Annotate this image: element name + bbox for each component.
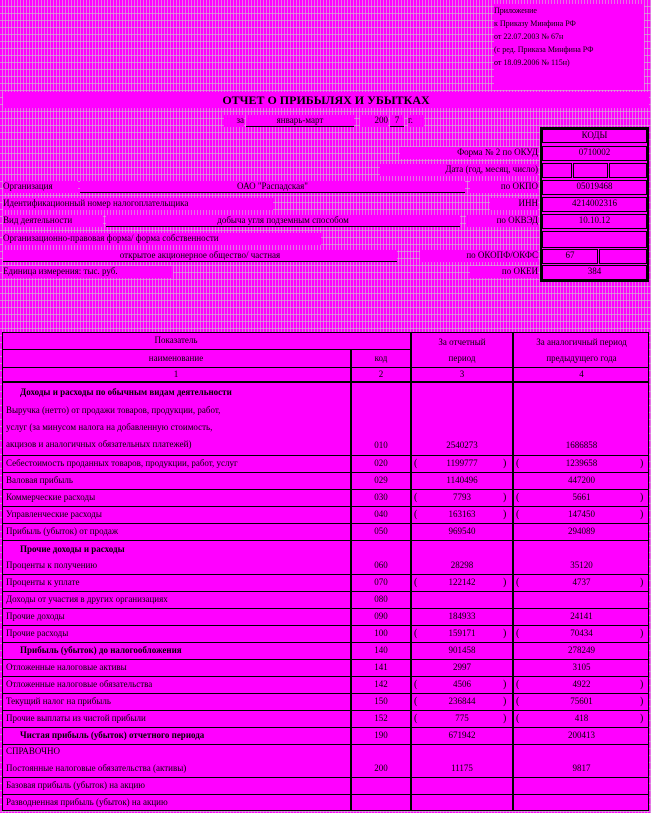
r080-code: 080 — [353, 594, 409, 606]
okved-label: по ОКВЭД — [466, 215, 538, 227]
r030-code: 030 — [353, 492, 409, 504]
r050-prev: 294089 — [516, 526, 647, 538]
r150-current: 236844 — [422, 696, 502, 708]
r190-code: 190 — [353, 730, 409, 742]
unit-label: Единица измерения: тыс. руб. — [3, 266, 173, 278]
r142-name: Отложенные налоговые обязательства — [6, 679, 349, 691]
r010-name-2: услуг (за минусом налога на добавленную стоимость, — [6, 422, 346, 434]
hdr-indicator: Показатель — [3, 335, 349, 347]
r040-current: 163163 — [422, 509, 502, 521]
r060-name: Проценты к получению — [6, 560, 349, 572]
r070-current: 122142 — [422, 577, 502, 589]
inn-label: ИНН — [490, 198, 538, 210]
okfs-value — [599, 249, 647, 264]
r100-prev: 70434 — [524, 628, 639, 640]
r010-prev: 1686858 — [516, 440, 647, 452]
r010-code: 010 — [353, 440, 409, 452]
r141-current: 2997 — [414, 662, 510, 674]
r060-prev: 35120 — [516, 560, 647, 572]
col-num-4: 4 — [516, 369, 647, 380]
r060-current: 28298 — [414, 560, 510, 572]
r010-name-3: акцизов и аналогичных обязательных платежей) — [6, 439, 346, 451]
r080-name: Доходы от участия в других организациях — [6, 594, 349, 606]
period-year-prefix: 200 — [360, 115, 388, 127]
date-year-box — [609, 163, 647, 178]
r029-current: 1140496 — [414, 475, 510, 487]
r142-current: 4506 — [422, 679, 502, 691]
r090-prev: 24141 — [516, 611, 647, 623]
r150-prev: 75601 — [524, 696, 639, 708]
r200-name: Постоянные налоговые обязательства (активы) — [6, 763, 349, 775]
okei-label: по ОКЕИ — [470, 266, 538, 278]
hdr-prev-1: За аналогичный период — [516, 337, 647, 349]
r190-current: 671942 — [414, 730, 510, 742]
appendix-line-4: (с ред. Приказа Минфина РФ — [494, 45, 594, 54]
hdr-current-2: период — [414, 353, 510, 365]
r142-prev: 4922 — [524, 679, 639, 691]
r030-current: 7793 — [422, 492, 502, 504]
r020-prev: 1239658 — [524, 458, 639, 470]
r100-code: 100 — [353, 628, 409, 640]
r152-current: 775 — [422, 713, 502, 725]
r090-code: 090 — [353, 611, 409, 623]
r070-code: 070 — [353, 577, 409, 589]
report-page: Приложение к Приказу Минфина РФ от 22.07.2003 № 67н (с ред. Приказа Минфина РФ от 18.09.2006 № 115н) ОТЧЕТ О ПРИБЫЛЯХ И УБЫТКАХ за январь-март 200 7 г. КОДЫ 0710002 05019468 4214002316 10.10.12 67 384 Форма № 2 по ОКУД Дата (год, месяц, число) по ОКПО ИНН по ОКВЭД по ОКОПФ/ОКФС по ОКЕИ Организация ОАО "Распадская" Идентификационный номер налогоплательщика Вид деятельности добыча угля подземным способом Организационно-правовая форма/ форма собственности открытое акционерное общество/ частная Единица измерения: тыс. руб. Показатель наименование код За отчетный период За аналогичный период предыдущего года 1 2 3 4 Доходы и расходы по обычным видам деятельности Выручка (нетто) от продажи товаров, продукции, работ, услуг (за минусом налога на добавленную стоимость, акцизов и аналогичных обязательных платежей) 010 2540273 1686858 Себестоимость проданных товаров, продукции, работ, услуг 020 1199777 1239658 ( ) ( ) Валовая прибыль 029 1140496 447200 Коммерческие расходы 030 7793 5661 ( ) ( ) Управленческие расходы 040 163163 147450 ( ) ( ) Прибыль (убыток) от продаж 050 969540 294089 Прочие доходы и расходы Проценты к получению 060 28298 35120 Проценты к уплате 070 122142 4737 ( ) ( ) Доходы от участия в других организациях 080 Прочие доходы 090 184933 24141 Прочие расходы 100 159171 70434 ( ) ( ) Прибыль (убыток) до налогообложения 140 901458 278249 Отложенные налоговые активы 141 2997 3105 Отложенные налоговые обязательства 142 4506 4922 ( ) ( ) Текущий налог на прибыль 150 236844 75601 ( ) ( ) Прочие выплаты из чистой прибыли 152 775 418 ( ) ( ) Чистая прибыль (убыток) отчетного периода 190 671942 200413 СПРАВОЧНО Постоянные налоговые обязательства (активы) 200 11175 9817 Базовая прибыль (убыток) на акцию Разводненная прибыль (убыток) на акцию — [0, 0, 651, 813]
hdr-name: наименование — [3, 353, 349, 365]
r050-current: 969540 — [414, 526, 510, 538]
appendix-note — [494, 4, 644, 90]
legal-form-label: Организационно-правовая форма/ форма собственности — [3, 233, 321, 245]
codes-header: КОДЫ — [542, 129, 647, 143]
hdr-prev-2: предыдущего года — [516, 353, 647, 365]
r090-name: Прочие доходы — [6, 611, 349, 623]
r050-name: Прибыль (убыток) от продаж — [6, 526, 349, 538]
appendix-line-1: Приложение — [494, 6, 537, 15]
r152-code: 152 — [353, 713, 409, 725]
r070-prev: 4737 — [524, 577, 639, 589]
r202-name: Разводненная прибыль (убыток) на акцию — [6, 797, 349, 809]
r150-code: 150 — [353, 696, 409, 708]
r060-code: 060 — [353, 560, 409, 572]
r141-name: Отложенные налоговые активы — [6, 662, 349, 674]
r040-code: 040 — [353, 509, 409, 521]
r010-name-1: Выручка (нетто) от продажи товаров, продукции, работ, — [6, 405, 346, 417]
r030-prev: 5661 — [524, 492, 639, 504]
r142-code: 142 — [353, 679, 409, 691]
period-months: январь-март — [246, 115, 354, 127]
r140-prev: 278249 — [516, 645, 647, 657]
r152-name: Прочие выплаты из чистой прибыли — [6, 713, 349, 725]
col-num-2: 2 — [353, 369, 409, 380]
inn-long-label: Идентификационный номер налогоплательщика — [3, 198, 273, 210]
r090-current: 184933 — [414, 611, 510, 623]
r150-name: Текущий налог на прибыль — [6, 696, 349, 708]
appendix-line-2: к Приказу Минфина РФ — [494, 19, 576, 28]
okei-value: 384 — [542, 265, 647, 280]
activity-value: добыча угля подземным способом — [106, 215, 460, 227]
r200-prev: 9817 — [516, 763, 647, 775]
okud-value: 0710002 — [542, 146, 647, 161]
r020-name: Себестоимость проданных товаров, продукции, работ, услуг — [6, 458, 349, 470]
r140-name: Прибыль (убыток) до налогообложения — [20, 645, 349, 657]
section-ordinary: Доходы и расходы по обычным видам деятельности — [20, 387, 340, 399]
hdr-code: код — [353, 353, 409, 365]
org-value: ОАО "Распадская" — [80, 181, 465, 193]
period-suffix: г. — [408, 115, 424, 127]
okopf-value: 67 — [542, 249, 598, 264]
r100-current: 159171 — [422, 628, 502, 640]
r029-code: 029 — [353, 475, 409, 487]
appendix-line-3: от 22.07.2003 № 67н — [494, 32, 564, 41]
okopf-space — [542, 231, 647, 248]
col-num-1: 1 — [3, 369, 349, 380]
r200-current: 11175 — [414, 763, 510, 775]
r020-current: 1199777 — [422, 458, 502, 470]
r190-name: Чистая прибыль (убыток) отчетного периода — [20, 730, 349, 742]
r070-name: Проценты к уплате — [6, 577, 349, 589]
r029-prev: 447200 — [516, 475, 647, 487]
r040-name: Управленческие расходы — [6, 509, 349, 521]
r050-code: 050 — [353, 526, 409, 538]
reference-label: СПРАВОЧНО — [6, 746, 349, 758]
r201-name: Базовая прибыль (убыток) на акцию — [6, 780, 349, 792]
col-num-3: 3 — [414, 369, 510, 380]
date-day-box — [542, 163, 572, 178]
okpo-label: по ОКПО — [470, 181, 538, 193]
period-prefix: за — [224, 115, 244, 127]
appendix-line-5: от 18.09.2006 № 115н) — [494, 58, 570, 67]
section-other: Прочие доходы и расходы — [20, 544, 340, 556]
r140-current: 901458 — [414, 645, 510, 657]
inn-value: 4214002316 — [542, 197, 647, 212]
r140-code: 140 — [353, 645, 409, 657]
r190-prev: 200413 — [516, 730, 647, 742]
period-year-digit: 7 — [390, 115, 404, 127]
r141-prev: 3105 — [516, 662, 647, 674]
date-label: Дата (год, месяц, число) — [380, 164, 538, 176]
date-month-box — [573, 163, 608, 178]
okved-value: 10.10.12 — [542, 214, 647, 229]
activity-label: Вид деятельности — [3, 215, 103, 227]
report-title: ОТЧЕТ О ПРИБЫЛЯХ И УБЫТКАХ — [3, 92, 649, 108]
r020-code: 020 — [353, 458, 409, 470]
r141-code: 141 — [353, 662, 409, 674]
r030-name: Коммерческие расходы — [6, 492, 349, 504]
org-label: Организация — [3, 181, 78, 193]
hdr-current-1: За отчетный — [414, 337, 510, 349]
r100-name: Прочие расходы — [6, 628, 349, 640]
r040-prev: 147450 — [524, 509, 639, 521]
r152-prev: 418 — [524, 713, 639, 725]
r029-name: Валовая прибыль — [6, 475, 349, 487]
okud-label: Форма № 2 по ОКУД — [400, 147, 538, 159]
okpo-value: 05019468 — [542, 180, 647, 195]
legal-form-value: открытое акционерное общество/ частная — [3, 250, 397, 262]
r010-current: 2540273 — [414, 440, 510, 452]
okopf-label: по ОКОПФ/ОКФС — [420, 250, 538, 262]
r200-code: 200 — [353, 763, 409, 775]
